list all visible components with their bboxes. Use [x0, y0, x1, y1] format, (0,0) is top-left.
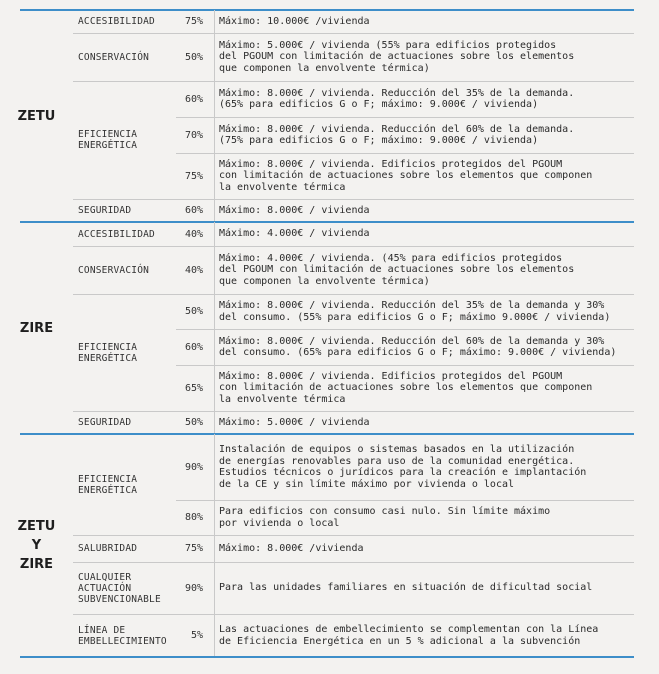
percentage-cell: 50%: [184, 51, 203, 63]
description-text: Máximo: 8.000€ / vivienda: [219, 204, 370, 216]
description-cell: [219, 81, 654, 117]
percentage-cell: 60%: [184, 93, 203, 105]
description-cell: [219, 117, 654, 153]
zone-text: ZIRE: [19, 320, 54, 336]
description-cell: [219, 33, 654, 81]
percentage-cell: 40%: [184, 228, 203, 240]
category-cell: [78, 562, 176, 614]
category-cell: [78, 535, 176, 562]
category-cell: [78, 222, 176, 246]
category-cell: [78, 81, 176, 199]
description-text: Máximo: 4.000€ / vivienda. (45% para edificios protegidos del PGOUM con limitación de actuaciones sobre los elementos que componen la envolvente térmica): [219, 252, 575, 287]
category-label: CONSERVACIÓN: [78, 264, 150, 276]
description-cell: [219, 614, 654, 657]
category-cell: [78, 294, 176, 411]
category-cell: [78, 614, 176, 657]
description-text: Máximo: 8.000€ / vivienda. Edificios protegidos del PGOUM con limitación de actuaciones sobre los elementos que componen la envolvente térmica: [219, 370, 593, 405]
zone-label: [0, 10, 73, 222]
description-cell: [219, 434, 654, 500]
category-cell: [78, 10, 176, 33]
zone-label: [0, 222, 73, 434]
category-label: EFICIENCIA ENERGÉTICA: [78, 129, 138, 151]
description-cell: [219, 10, 654, 33]
zone-label: [0, 434, 73, 657]
percentage-cell: 90%: [184, 582, 203, 594]
column-divider: [214, 434, 215, 657]
description-cell: [219, 294, 654, 329]
category-label: SALUBRIDAD: [78, 543, 138, 554]
category-label: SEGURIDAD: [78, 417, 132, 428]
category-label: CONSERVACIÓN: [78, 51, 150, 63]
category-label: SEGURIDAD: [78, 205, 132, 216]
category-label: ACCESIBILIDAD: [78, 228, 155, 240]
description-cell: [219, 246, 654, 294]
description-text: Máximo: 8.000€ /vivienda: [219, 542, 364, 554]
description-cell: [219, 500, 654, 535]
description-cell: [219, 222, 654, 246]
zone-text: ZETU Y ZIRE: [17, 519, 56, 572]
percentage-cell: 65%: [184, 382, 203, 394]
description-cell: [219, 153, 654, 199]
table-bottom-border: [20, 656, 634, 658]
category-label: EFICIENCIA ENERGÉTICA: [78, 473, 138, 496]
category-cell: [78, 199, 176, 222]
description-text: Para las unidades familiares en situación de dificultad social: [219, 582, 593, 594]
description-text: Máximo: 5.000€ / vivienda: [219, 416, 370, 428]
description-cell: [219, 365, 654, 411]
percentage-cell: 40%: [184, 264, 203, 276]
description-text: Máximo: 8.000€ / vivienda. Reducción del 35% de la demanda y 30% del consumo. (55% para edificios G o F; máximo 9.000€ / vivienda): [219, 300, 611, 323]
description-text: Máximo: 5.000€ / vivienda (55% para edificios protegidos del PGOUM con limitación de actuaciones sobre los elementos que componen la envolvente térmica): [219, 39, 575, 74]
description-cell: [219, 562, 654, 614]
percentage-cell: 90%: [184, 461, 203, 473]
category-label: LÍNEA DE EMBELLECIMIENTO: [78, 624, 167, 647]
percentage-cell: 50%: [184, 417, 203, 428]
description-text: Para edificios con consumo casi nulo. Sin límite máximo por vivienda o local: [219, 506, 551, 529]
percentage-cell: 50%: [184, 306, 203, 317]
percentage-cell: 5%: [190, 630, 203, 641]
description-cell: [219, 329, 654, 365]
column-divider: [214, 10, 215, 222]
percentage-cell: 75%: [184, 543, 203, 554]
description-cell: [219, 411, 654, 434]
percentage-cell: 70%: [184, 129, 203, 141]
description-text: Máximo: 8.000€ / vivienda. Reducción del 60% de la demanda. (75% para edificios G o F; máximo: 9.000€ / vivienda): [219, 123, 575, 146]
category-cell: [78, 33, 176, 81]
category-label: EFICIENCIA ENERGÉTICA: [78, 341, 138, 364]
category-cell: [78, 246, 176, 294]
percentage-cell: 60%: [184, 341, 203, 353]
description-text: Máximo: 8.000€ / vivienda. Edificios protegidos del PGOUM con limitación de actuaciones sobre los elementos que componen la envolvente térmica: [219, 158, 593, 193]
zone-text: ZETU: [17, 108, 56, 124]
description-text: Máximo: 8.000€ / vivienda. Reducción del 60% de la demanda y 30% del consumo. (65% para edificios G o F; máximo: 9.000€ / vivienda): [219, 335, 617, 358]
category-label: ACCESIBILIDAD: [78, 16, 155, 27]
percentage-cell: 60%: [184, 205, 203, 216]
description-text: Máximo: 4.000€ / vivienda: [219, 228, 370, 240]
description-text: Máximo: 10.000€ /vivienda: [219, 15, 370, 27]
category-cell: [78, 411, 176, 434]
description-cell: [219, 535, 654, 562]
description-text: Instalación de equipos o sistemas basados en la utilización de energías renovables para uso de la comunidad energética. Estudios técnicos o jurídicos para la creación e implantación de la CE y sin límite máximo por vivienda o local: [219, 444, 587, 490]
percentage-cell: 75%: [184, 16, 203, 27]
column-divider: [214, 222, 215, 434]
category-label: CUALQUIER ACTUACIÓN SUBVENCIONABLE: [78, 571, 161, 605]
description-cell: [219, 199, 654, 222]
description-text: Máximo: 8.000€ / vivienda. Reducción del 35% de la demanda. (65% para edificios G o F; máximo: 9.000€ / vivienda): [219, 87, 575, 110]
description-text: Las actuaciones de embellecimiento se complementan con la Línea de Eficiencia Energética en un 5 % adicional a la subvención: [219, 624, 599, 647]
category-cell: [78, 434, 176, 535]
percentage-cell: 80%: [184, 512, 203, 523]
percentage-cell: 75%: [184, 170, 203, 182]
